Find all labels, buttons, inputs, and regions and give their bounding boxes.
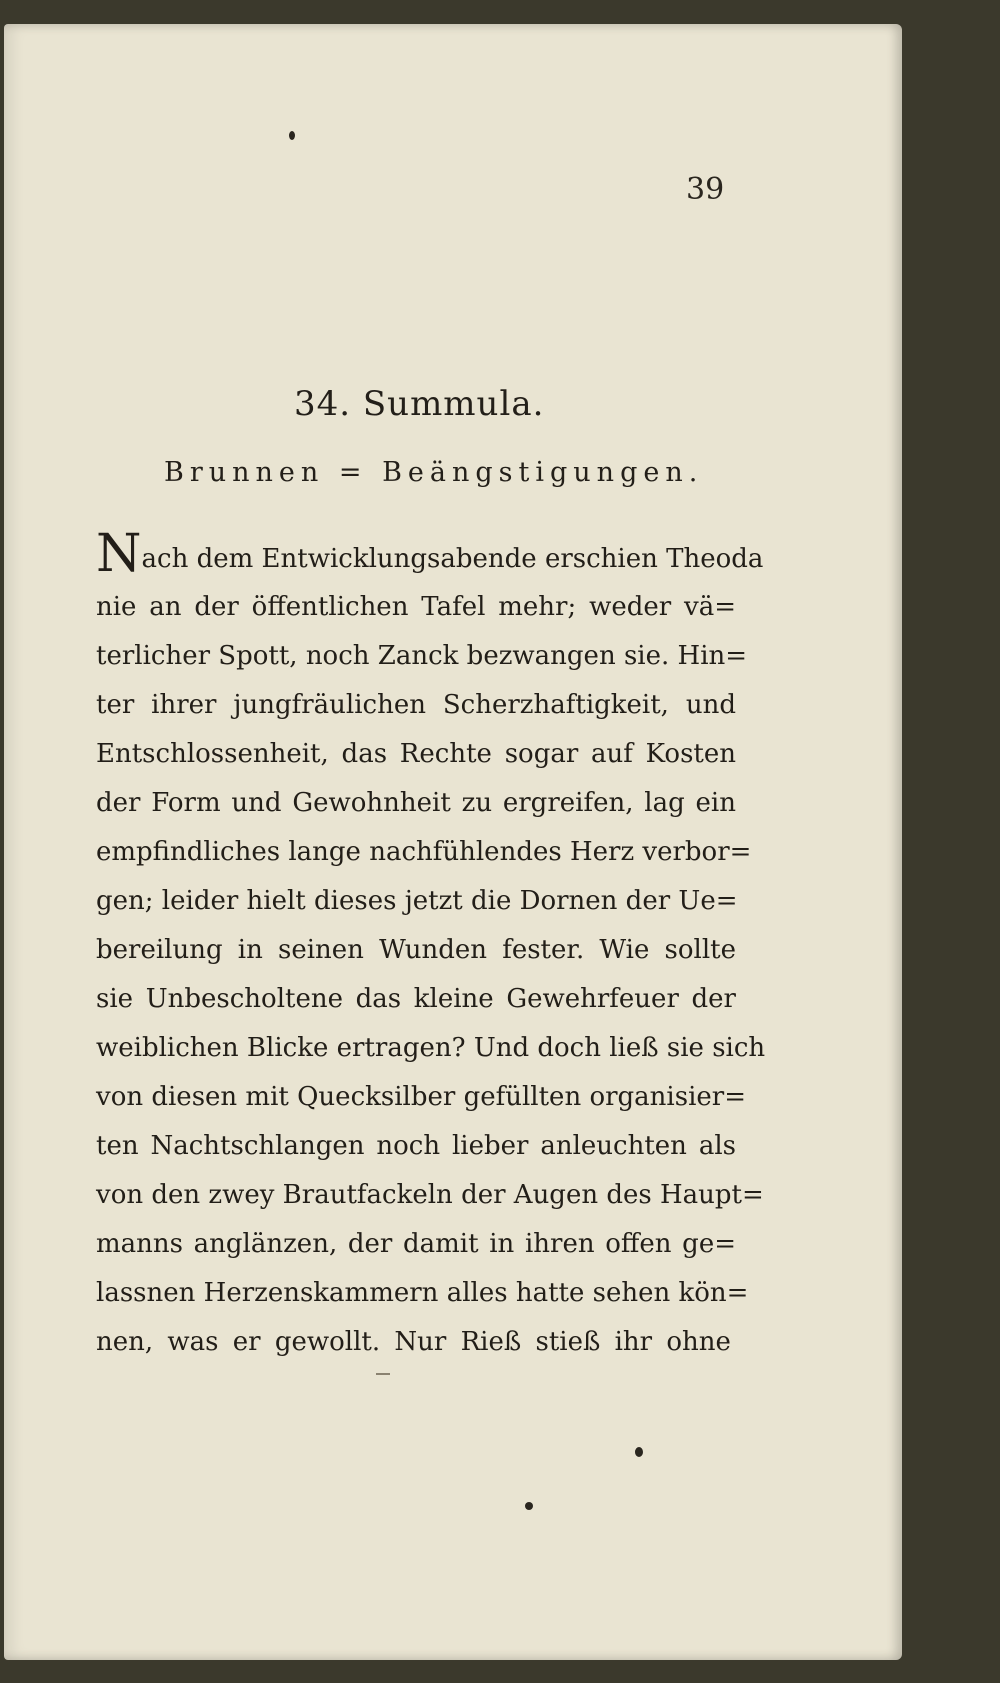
body-text [96,524,766,1367]
text-line: sie Unbescholtene das kleine Gewehrfeuer der [96,984,736,1014]
text-line: weiblichen Blicke ertragen? Und doch ließ sie sich [96,1033,766,1063]
drop-cap: N [96,524,142,584]
paper-mark [376,1373,390,1375]
book-page [4,24,902,1660]
text-line: von den zwey Brautfackeln der Augen des Haupt= [96,1180,764,1210]
page-number: 39 [686,172,725,207]
ink-speck [635,1447,643,1457]
text-line: empfindliches lange nachfühlendes Herz verbor= [96,837,752,867]
text-line: lassnen Herzenskammern alles hatte sehen kön= [96,1278,749,1308]
text-line: Entschlossenheit, das Rechte sogar auf Kosten [96,739,736,769]
text-line: gen; leider hielt dieses jetzt die Dornen der Ue= [96,886,738,916]
text-line-content: ach dem Entwicklungsabende erschien Theoda [141,544,764,574]
chapter-title: 34. Summula. [294,384,545,424]
text-line: nie an der öffentlichen Tafel mehr; weder vä= [96,592,736,622]
text-line: der Form und Gewohnheit zu ergreifen, lag ein [96,788,736,818]
text-line: manns anglänzen, der damit in ihren offen ge= [96,1229,736,1259]
chapter-subtitle: Brunnen = Beängstigungen. [164,457,704,488]
ink-speck [289,131,295,140]
text-line: nen, was er gewollt. Nur Rieß stieß ihr ohne [96,1327,731,1357]
text-line: bereilung in seinen Wunden fester. Wie sollte [96,935,736,965]
ink-speck [525,1502,533,1510]
text-line: ten Nachtschlangen noch lieber anleuchten als [96,1131,736,1161]
text-line: von diesen mit Quecksilber gefüllten organisier= [96,1082,746,1112]
text-line: ter ihrer jungfräulichen Scherzhaftigkeit, und [96,690,736,720]
text-line [96,524,764,584]
text-line: terlicher Spott, noch Zanck bezwangen sie. Hin= [96,641,748,671]
